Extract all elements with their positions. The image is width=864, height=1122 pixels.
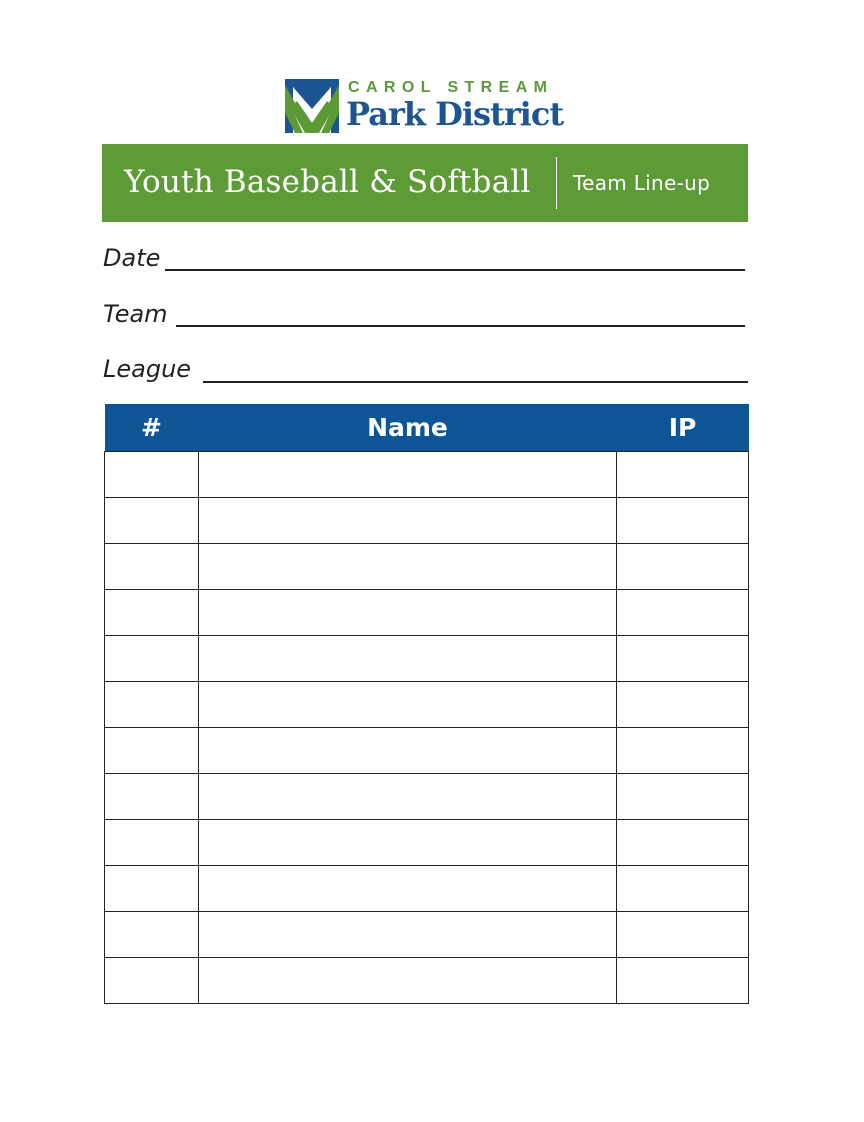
league-label: League (103, 355, 192, 383)
player-ip-cell[interactable] (617, 590, 749, 636)
player-number-cell[interactable] (105, 636, 199, 682)
player-name-cell[interactable] (199, 544, 617, 590)
player-number-cell[interactable] (105, 544, 199, 590)
lineup-table-header (105, 404, 749, 452)
player-name-cell[interactable] (199, 774, 617, 820)
player-number-cell[interactable] (105, 912, 199, 958)
column-header-ip: IP (617, 404, 749, 452)
banner-title: Youth Baseball & Softball (124, 164, 531, 200)
league-write-line[interactable] (203, 381, 748, 383)
player-name-cell[interactable] (199, 866, 617, 912)
player-ip-cell[interactable] (617, 636, 749, 682)
player-number-cell[interactable] (105, 866, 199, 912)
column-header-name: Name (199, 404, 617, 452)
table-row (105, 958, 749, 1004)
banner-divider (556, 157, 557, 209)
table-row (105, 544, 749, 590)
table-row (105, 452, 749, 498)
table-row (105, 590, 749, 636)
player-ip-cell[interactable] (617, 682, 749, 728)
table-row (105, 820, 749, 866)
player-name-cell[interactable] (199, 728, 617, 774)
table-row (105, 728, 749, 774)
table-row (105, 682, 749, 728)
team-write-line[interactable] (176, 325, 745, 327)
player-number-cell[interactable] (105, 820, 199, 866)
player-number-cell[interactable] (105, 958, 199, 1004)
player-ip-cell[interactable] (617, 912, 749, 958)
player-ip-cell[interactable] (617, 866, 749, 912)
player-ip-cell[interactable] (617, 544, 749, 590)
table-row (105, 498, 749, 544)
player-ip-cell[interactable] (617, 498, 749, 544)
date-write-line[interactable] (165, 269, 745, 271)
player-number-cell[interactable] (105, 774, 199, 820)
player-name-cell[interactable] (199, 820, 617, 866)
player-name-cell[interactable] (199, 912, 617, 958)
banner-subtitle: Team Line-up (573, 171, 711, 195)
player-name-cell[interactable] (199, 498, 617, 544)
player-name-cell[interactable] (199, 452, 617, 498)
column-header-number: # (105, 404, 199, 452)
table-row (105, 912, 749, 958)
table-row (105, 636, 749, 682)
title-banner (102, 144, 748, 222)
player-ip-cell[interactable] (617, 958, 749, 1004)
logo-org-name-bottom: Park District (346, 95, 564, 133)
player-name-cell[interactable] (199, 958, 617, 1004)
player-name-cell[interactable] (199, 682, 617, 728)
player-name-cell[interactable] (199, 636, 617, 682)
park-district-logo (285, 79, 575, 133)
team-label: Team (103, 300, 168, 328)
logo-org-name-top: CAROL STREAM (348, 79, 554, 96)
player-number-cell[interactable] (105, 452, 199, 498)
table-row (105, 774, 749, 820)
park-district-logo-mark-icon (285, 79, 339, 133)
player-number-cell[interactable] (105, 498, 199, 544)
date-label: Date (103, 244, 161, 272)
lineup-table-body (105, 452, 749, 1004)
player-ip-cell[interactable] (617, 728, 749, 774)
lineup-table (104, 404, 749, 1004)
player-number-cell[interactable] (105, 728, 199, 774)
player-number-cell[interactable] (105, 682, 199, 728)
player-name-cell[interactable] (199, 590, 617, 636)
player-ip-cell[interactable] (617, 820, 749, 866)
player-number-cell[interactable] (105, 590, 199, 636)
player-ip-cell[interactable] (617, 774, 749, 820)
player-ip-cell[interactable] (617, 452, 749, 498)
table-row (105, 866, 749, 912)
